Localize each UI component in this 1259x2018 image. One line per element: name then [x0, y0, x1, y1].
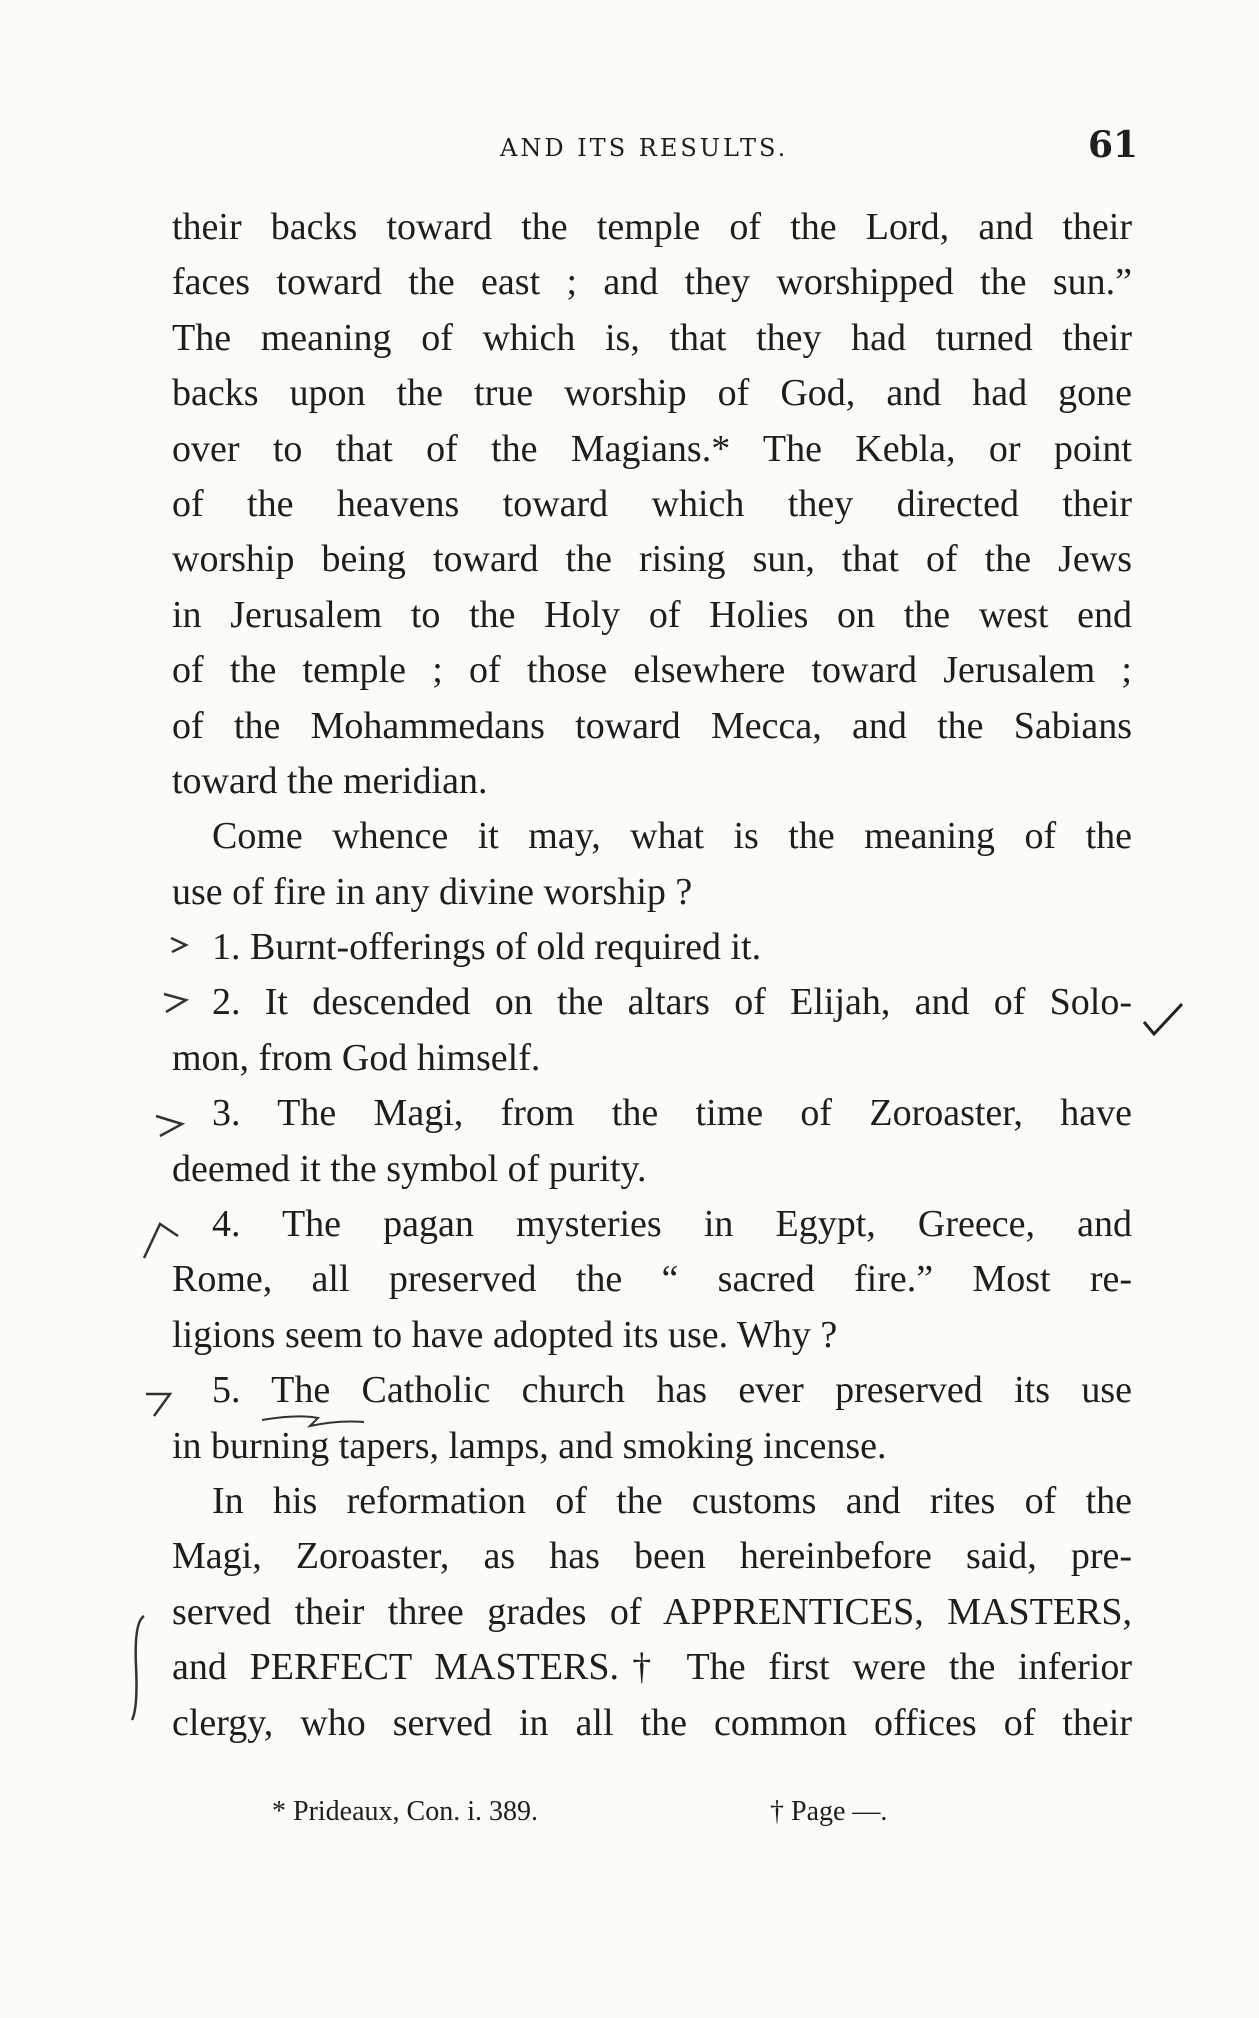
- pencil-arrow-icon: [138, 1218, 184, 1262]
- pencil-arrow-icon: [168, 934, 192, 956]
- page-header: [0, 124, 1259, 168]
- text-line: in burning tapers, lamps, and smoking incense.: [172, 1424, 887, 1467]
- running-head: AND ITS RESULTS.: [500, 134, 789, 162]
- page-number: 61: [1088, 124, 1139, 166]
- pencil-arrow-icon: [142, 1388, 176, 1420]
- list-item-1: 1. Burnt-offerings of old required it.: [212, 926, 762, 969]
- list-item-4: 4. The pagan mysteries in Egypt, Greece, and: [212, 1203, 1132, 1246]
- pencil-check-icon: [1140, 1000, 1186, 1040]
- text-line: Rome, all preserved the “ sacred fire.” Most re-: [172, 1258, 1132, 1301]
- text-line: in Jerusalem to the Holy of Holies on the west end: [172, 593, 1132, 636]
- text-line: served their three grades of APPRENTICES, MASTERS,: [172, 1590, 1132, 1633]
- text-line: toward the meridian.: [172, 759, 488, 802]
- pencil-arrow-icon: [152, 1110, 188, 1140]
- list-item-3: 3. The Magi, from the time of Zoroaster, have: [212, 1092, 1132, 1135]
- footnote-2: † Page —.: [770, 1796, 888, 1827]
- list-item-5: 5. The Catholic church has ever preserved its use: [212, 1369, 1132, 1412]
- pencil-underline-icon: [258, 1412, 368, 1430]
- text-line: over to that of the Magians.* The Kebla, or point: [172, 427, 1132, 470]
- body-text: [172, 200, 1132, 1751]
- pencil-bracket-icon: [128, 1612, 148, 1724]
- text-line: In his reformation of the customs and rites of the: [212, 1479, 1132, 1522]
- text-line: use of fire in any divine worship ?: [172, 870, 693, 913]
- text-line: ligions seem to have adopted its use. Why ?: [172, 1313, 838, 1356]
- text-line: of the temple ; of those elsewhere toward Jerusalem ;: [172, 649, 1132, 692]
- text-line: their backs toward the temple of the Lord, and their: [172, 206, 1132, 248]
- text-line: mon, from God himself.: [172, 1036, 541, 1079]
- text-line: Come whence it may, what is the meaning of the: [212, 815, 1132, 858]
- text-line: Magi, Zoroaster, as has been hereinbefore said, pre-: [172, 1535, 1132, 1578]
- list-item-2: 2. It descended on the altars of Elijah, and of Solo-: [212, 981, 1132, 1024]
- text-line: backs upon the true worship of God, and had gone: [172, 372, 1132, 415]
- pencil-arrow-icon: [160, 990, 190, 1016]
- text-line: faces toward the east ; and they worshipped the sun.”: [172, 261, 1132, 304]
- text-line: The meaning of which is, that they had turned their: [172, 316, 1132, 359]
- text-line: worship being toward the rising sun, that of the Jews: [172, 538, 1132, 581]
- footnote-1: * Prideaux, Con. i. 389.: [272, 1796, 538, 1827]
- text-line: and PERFECT MASTERS.† The first were the inferior: [172, 1646, 1132, 1689]
- text-line: of the heavens toward which they directed their: [172, 482, 1132, 525]
- text-line: clergy, who served in all the common offices of their: [172, 1701, 1132, 1744]
- text-line: of the Mohammedans toward Mecca, and the Sabians: [172, 704, 1132, 747]
- text-line: deemed it the symbol of purity.: [172, 1147, 647, 1190]
